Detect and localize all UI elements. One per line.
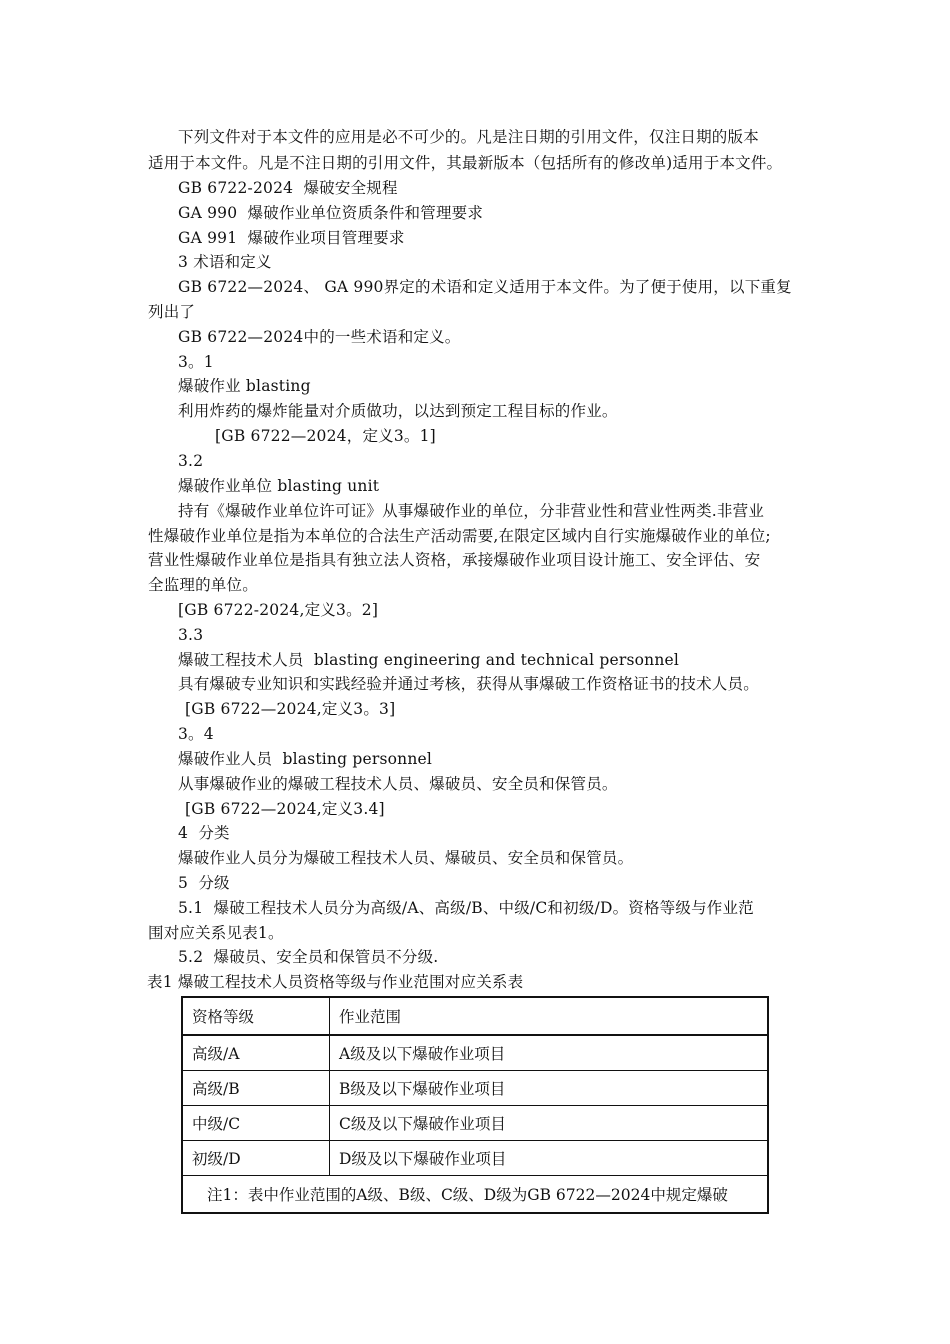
term-number-3-2: 3.2 <box>178 452 204 470</box>
classification-text: 爆破作业人员分为爆破工程技术人员、爆破员、安全员和保管员。 <box>178 849 634 867</box>
reference-ga990: GA 990 爆破作业单位资质条件和管理要求 <box>178 204 484 222</box>
term-definition-3-4: 从事爆破作业的爆破工程技术人员、爆破员、安全员和保管员。 <box>178 775 618 793</box>
table-cell-scope: C级及以下爆破作业项目 <box>330 1106 769 1141</box>
reference-ga991: GA 991 爆破作业项目管理要求 <box>178 229 405 247</box>
clause-5-1-line-2: 围对应关系见表1。 <box>148 924 284 942</box>
term-definition-3-2-line-2: 性爆破作业单位是指为本单位的合法生产活动需要,在限定区域内自行实施爆破作业的单位; <box>148 527 771 545</box>
term-definition-3-2-line-3: 营业性爆破作业单位是指具有独立法人资格，承接爆破作业项目设计施工、安全评估、安 <box>148 551 761 569</box>
terms-intro-line-1: GB 6722—2024、 GA 990界定的术语和定义适用于本文件。为了便于使用，以下重复 <box>178 278 792 296</box>
term-definition-3-1: 利用炸药的爆炸能量对介质做功，以达到预定工程目标的作业。 <box>178 402 618 420</box>
table-note-row <box>182 1176 768 1214</box>
table-row <box>182 1071 768 1106</box>
table-row <box>182 1035 768 1071</box>
terms-intro-line-2: 列出了 <box>148 303 196 321</box>
table-cell-scope: B级及以下爆破作业项目 <box>330 1071 769 1106</box>
term-source-3-1: [GB 6722—2024，定义3。1] <box>215 427 436 445</box>
reference-intro-line-2: 适用于本文件。凡是不注日期的引用文件，其最新版本（包括所有的修改单)适用于本文件。 <box>148 154 783 172</box>
term-title-3-2: 爆破作业单位 blasting unit <box>178 477 380 495</box>
table-header-row <box>182 997 768 1035</box>
table-cell-grade: 高级/B <box>182 1071 330 1106</box>
term-number-3-3: 3.3 <box>178 626 204 644</box>
table-cell-grade: 高级/A <box>182 1035 330 1071</box>
term-definition-3-2-line-1: 持有《爆破作业单位许可证》从事爆破作业的单位，分非营业性和营业性两类.非营业 <box>178 502 765 520</box>
term-source-3-3: [GB 6722—2024,定义3。3] <box>185 700 396 718</box>
term-title-3-4: 爆破作业人员 blasting personnel <box>178 750 433 768</box>
grade-scope-table <box>181 996 769 1214</box>
table-caption: 表1 爆破工程技术人员资格等级与作业范围对应关系表 <box>147 973 524 991</box>
table-row <box>182 1141 768 1176</box>
term-number-3-4: 3。4 <box>178 725 214 743</box>
term-title-3-3: 爆破工程技术人员 blasting engineering and technical personnel <box>178 651 680 669</box>
reference-intro-line-1: 下列文件对于本文件的应用是必不可少的。凡是注日期的引用文件，仅注日期的版本 <box>178 128 759 146</box>
table-cell-grade: 中级/C <box>182 1106 330 1141</box>
terms-intro-line-3: GB 6722—2024中的一些术语和定义。 <box>178 328 461 346</box>
table-cell-grade: 初级/D <box>182 1141 330 1176</box>
table-header-scope: 作业范围 <box>330 997 769 1035</box>
term-source-3-4: [GB 6722—2024,定义3.4] <box>185 800 385 818</box>
table-cell-scope: D级及以下爆破作业项目 <box>330 1141 769 1176</box>
term-number-3-1: 3。1 <box>178 353 214 371</box>
table-header-grade: 资格等级 <box>182 997 330 1035</box>
term-definition-3-3: 具有爆破专业知识和实践经验并通过考核，获得从事爆破工作资格证书的技术人员。 <box>178 675 759 693</box>
reference-gb6722: GB 6722-2024 爆破安全规程 <box>178 179 398 197</box>
table-cell-scope: A级及以下爆破作业项目 <box>330 1035 769 1071</box>
clause-5-2: 5.2 爆破员、安全员和保管员不分级. <box>178 948 439 966</box>
term-title-3-1: 爆破作业 blasting <box>178 377 311 395</box>
table-note: 注1：表中作业范围的A级、B级、C级、D级为GB 6722—2024中规定爆破 <box>182 1176 768 1214</box>
section-heading-5: 5 分级 <box>178 874 230 892</box>
clause-5-1-line-1: 5.1 爆破工程技术人员分为高级/A、高级/B、中级/C和初级/D。资格等级与作业范 <box>178 899 754 917</box>
term-definition-3-2-line-4: 全监理的单位。 <box>148 576 258 594</box>
section-heading-3: 3 术语和定义 <box>178 253 272 271</box>
term-source-3-2: [GB 6722-2024,定义3。2] <box>178 601 379 619</box>
section-heading-4: 4 分类 <box>178 824 230 842</box>
table-row <box>182 1106 768 1141</box>
